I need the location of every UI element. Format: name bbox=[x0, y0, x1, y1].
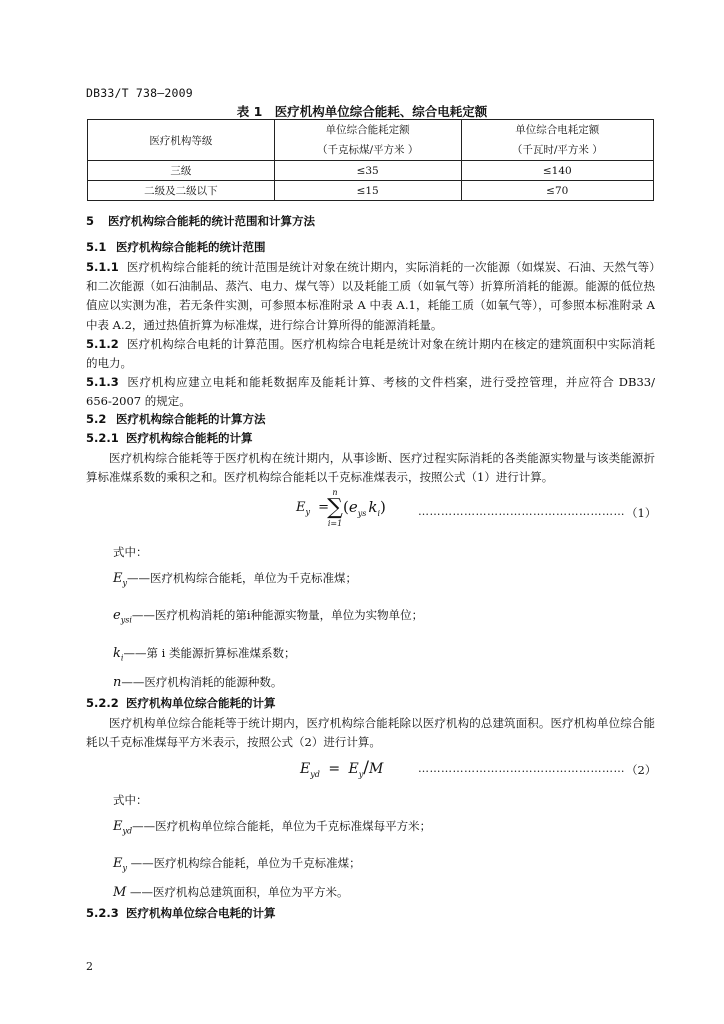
table-row bbox=[88, 161, 654, 181]
section-title: 医疗机构单位综合电耗的计算 bbox=[126, 906, 276, 920]
formula-subscript: y bbox=[305, 507, 311, 517]
section-5-heading bbox=[86, 213, 315, 229]
formula-subscript: ys bbox=[357, 509, 367, 518]
formula-equals: = bbox=[318, 500, 330, 515]
definition-item bbox=[113, 818, 431, 835]
where-label: 式中： bbox=[113, 793, 148, 807]
section-title: 医疗机构综合能耗的统计范围和计算方法 bbox=[108, 214, 315, 228]
col-energy-header-line2: （千克标煤/平方米 ） bbox=[316, 144, 419, 156]
where-label: 式中： bbox=[113, 545, 148, 559]
formula-term: k bbox=[368, 498, 378, 516]
sum-upper-limit: n bbox=[332, 488, 338, 497]
paragraph-5-2-2: 医疗机构单位综合能耗等于统计期内，医疗机构综合能耗除以医疗机构的总建筑面积。医疗机构单位综合能耗以千克标准煤每平方米表示，按照公式（2）进行计算。 bbox=[86, 716, 655, 750]
section-number: 5.2 bbox=[86, 412, 107, 426]
table-header-row bbox=[88, 120, 654, 161]
definition-symbol: E bbox=[113, 571, 123, 586]
definition-text: ——医疗机构消耗的第i种能源实物量，单位为实物单位； bbox=[131, 608, 424, 622]
table-title: 表 1 医疗机构单位综合能耗、综合电耗定额 bbox=[236, 104, 488, 119]
quota-table bbox=[87, 119, 654, 201]
table-row bbox=[88, 181, 654, 201]
section-5-2-heading bbox=[86, 411, 266, 427]
section-number: 5.2.3 bbox=[86, 906, 119, 920]
clause-number: 5.1.2 bbox=[86, 337, 119, 351]
page-number: 2 bbox=[86, 960, 93, 973]
definition-subscript: y bbox=[122, 863, 128, 873]
paragraph-5-1-3 bbox=[86, 373, 655, 411]
definition-symbol: M bbox=[113, 885, 127, 900]
clause-text: 医疗机构综合电耗的计算范围。医疗机构综合电耗是统计对象在统计期内在核定的建筑面积中实际消耗的电力。 bbox=[86, 337, 655, 371]
leader-dots: ……………………………………………… bbox=[418, 762, 625, 775]
section-number: 5.2.1 bbox=[86, 431, 119, 445]
section-number: 5 bbox=[86, 214, 95, 228]
definition-item bbox=[113, 645, 295, 662]
definition-subscript: y bbox=[122, 578, 128, 588]
sum-operator bbox=[325, 488, 345, 528]
col-level-header: 医疗机构等级 bbox=[88, 120, 275, 161]
clause-text: 医疗机构综合能耗的统计范围是统计对象在统计期内，实际消耗的一次能源（如煤炭、石油、天然气等）和二次能源（如石油制品、蒸汽、电力、煤气等）以及耗能工质（如氧气等）折算所消耗的能源。能源的低位热值应以实测为准，若无条件实测，可参照本标准附录 A 中表 A.1，耗能工质（如氧气等），可参照本标准附录 A 中表 A.2，通过热值折算为标准煤，进行综合计算所得的能源消耗量。 bbox=[86, 260, 655, 332]
definition-text: ——医疗机构综合能耗，单位为千克标准煤； bbox=[127, 856, 361, 870]
definition-item bbox=[113, 570, 357, 587]
paragraph-5-1-1 bbox=[86, 258, 655, 335]
cell-level: 三级 bbox=[88, 161, 275, 181]
cell-level: 二级及二级以下 bbox=[88, 181, 275, 201]
col-electric-header bbox=[461, 120, 653, 161]
sum-lower-limit: i=1 bbox=[327, 519, 343, 528]
clause-number: 5.1.3 bbox=[86, 375, 119, 389]
definition-text: ——医疗机构综合能耗，单位为千克标准煤； bbox=[127, 571, 358, 585]
definition-item bbox=[113, 855, 361, 872]
clause-text: 医疗机构应建立电耗和能耗数据库及能耗计算、考核的文件档案，进行受控管理，并应符合 DB33/ 656-2007 的规定。 bbox=[86, 375, 655, 409]
clause-number: 5.1.1 bbox=[86, 260, 119, 274]
cell-electric: ≤140 bbox=[461, 161, 653, 181]
formula-subscript: yd bbox=[310, 769, 320, 779]
formula-1-body bbox=[343, 498, 386, 518]
cell-energy: ≤15 bbox=[274, 181, 461, 201]
equation-number: （1） bbox=[626, 506, 657, 520]
col-energy-header-line1: 单位综合能耗定额 bbox=[325, 124, 410, 136]
definition-subscript: i bbox=[120, 653, 124, 663]
section-number: 5.2.2 bbox=[86, 696, 119, 710]
definition-item bbox=[113, 674, 282, 690]
formula-equals: = bbox=[328, 761, 341, 777]
formula-2 bbox=[300, 758, 383, 779]
definition-symbol: E bbox=[113, 856, 123, 871]
paragraph-5-2-1: 医疗机构综合能耗等于医疗机构在统计期内，从事诊断、医疗过程实际消耗的各类能源实物量与该类能源折算标准煤系数的乘积之和。医疗机构综合能耗以千克标准煤表示，按照公式（1）进行计算。 bbox=[86, 451, 655, 485]
section-title: 医疗机构综合能耗的计算 bbox=[126, 431, 253, 445]
leader-dots: ……………………………………………… bbox=[418, 505, 625, 518]
definition-symbol: n bbox=[113, 675, 122, 690]
section-title: 医疗机构单位综合能耗的计算 bbox=[126, 696, 276, 710]
col-electric-header-line1: 单位综合电耗定额 bbox=[515, 124, 600, 136]
formula-symbol: E bbox=[300, 761, 311, 777]
section-number: 5.1 bbox=[86, 240, 107, 254]
definition-subscript: yd bbox=[122, 826, 133, 836]
division-slash-icon: / bbox=[363, 758, 370, 778]
definition-text: ——第 i 类能源折算标准煤系数； bbox=[123, 646, 296, 660]
paren-close-icon: ) bbox=[380, 498, 386, 516]
equation-number: （2） bbox=[626, 763, 657, 777]
definition-item bbox=[113, 607, 423, 624]
section-5-2-3-heading bbox=[86, 905, 276, 921]
formula-symbol: M bbox=[369, 761, 384, 777]
definition-symbol: e bbox=[113, 608, 121, 623]
section-5-1-heading bbox=[86, 239, 266, 255]
section-title: 医疗机构综合能耗的计算方法 bbox=[116, 412, 266, 426]
definition-item bbox=[113, 884, 348, 900]
definition-text: ——医疗机构消耗的能源种数。 bbox=[121, 675, 283, 689]
paren-open-icon: ( bbox=[343, 498, 349, 516]
col-electric-header-line2: （千瓦时/平方米 ） bbox=[511, 144, 603, 156]
definition-text: ——医疗机构单位综合能耗，单位为千克标准煤每平方米； bbox=[132, 819, 432, 833]
definition-text: ——医疗机构总建筑面积，单位为平方米。 bbox=[126, 885, 349, 899]
col-energy-header bbox=[274, 120, 461, 161]
formula-symbol: E bbox=[348, 761, 359, 777]
formula-symbol: E bbox=[296, 500, 306, 515]
section-5-2-2-heading bbox=[86, 695, 276, 711]
section-title: 医疗机构综合能耗的统计范围 bbox=[116, 240, 266, 254]
definition-subscript: ysi bbox=[120, 615, 132, 625]
definition-symbol: E bbox=[113, 819, 123, 834]
cell-electric: ≤70 bbox=[461, 181, 653, 201]
formula-subscript: y bbox=[358, 769, 364, 779]
definition-symbol: k bbox=[113, 646, 121, 661]
sigma-icon: ∑ bbox=[327, 495, 343, 520]
paragraph-5-1-2 bbox=[86, 335, 655, 373]
section-5-2-1-heading bbox=[86, 430, 253, 446]
formula-term: e bbox=[348, 498, 358, 516]
doc-code-header: DB33/T 738—2009 bbox=[86, 86, 193, 100]
formula-subscript: i bbox=[377, 509, 381, 518]
cell-energy: ≤35 bbox=[274, 161, 461, 181]
